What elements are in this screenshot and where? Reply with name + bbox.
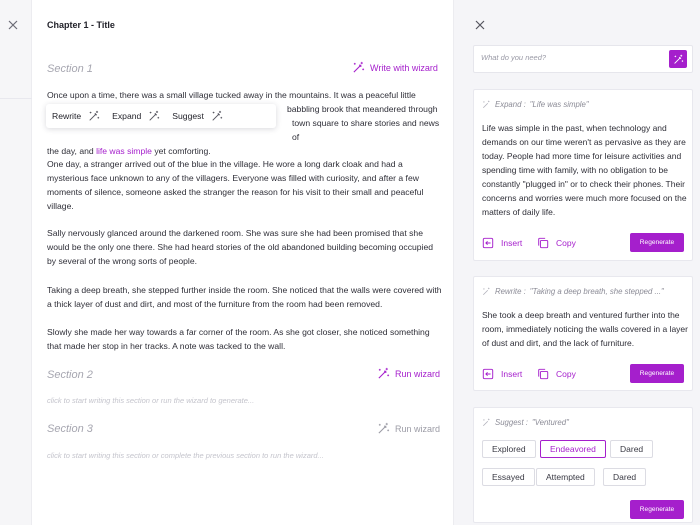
suggestion-chip[interactable]: Dared xyxy=(610,440,653,458)
suggestion-chip[interactable]: Essayed xyxy=(482,468,535,486)
run-wizard-button-disabled[interactable] xyxy=(377,422,440,435)
left-sidebar-strip xyxy=(0,0,32,525)
run-wizard-label: Run wizard xyxy=(395,368,441,379)
card-kind: Suggest : xyxy=(495,418,528,427)
paragraph-2[interactable]: One day, a stranger arrived out of the blue in the village. He wore a long dark cloak and had a mysterious face unknown to any of the villagers. Everyone was filled with curiosity, and after a few moments of silence, someone asked the stranger the reason for his visit to their small and peaceful village. xyxy=(47,159,424,211)
magic-wand-icon xyxy=(377,367,390,380)
section-2-title: Section 2 xyxy=(47,369,93,381)
copy-icon xyxy=(537,237,549,249)
copy-label: Copy xyxy=(556,369,576,379)
paragraph-1-line-3: town square to share stories and news of xyxy=(292,118,440,142)
magic-wand-icon xyxy=(482,418,491,427)
chapter-title: Chapter 1 - Title xyxy=(47,20,115,30)
insert-icon xyxy=(482,368,494,380)
suggestion-chip[interactable]: Attempted xyxy=(536,468,595,486)
paragraph-5[interactable]: Slowly she made her way towards a far corner of the room. As she got closer, she noticed something that made her stop in her tracks. A note was tacked to the wall. xyxy=(47,327,430,351)
card-header xyxy=(482,418,569,427)
expand-result-card xyxy=(473,89,693,261)
write-with-wizard-label: Write with wizard xyxy=(370,62,438,73)
section-1-title: Section 1 xyxy=(47,63,93,75)
regenerate-button[interactable]: Regenerate xyxy=(630,364,684,383)
magic-wand-icon xyxy=(482,100,491,109)
rewrite-label: Rewrite xyxy=(52,111,82,121)
suggest-result-card xyxy=(473,407,693,523)
card-result-text: Life was simple in the past, when technology and demands on our time weren't as pervasive as they are today. People had more time for leisure activities and spending time with family, with no obligation to be constantly "plugged in" or to check their phones. Their concerns and worries were much more focused on the matters of daily life. xyxy=(482,123,687,217)
card-quote: "Taking a deep breath, she stepped ..." xyxy=(529,287,664,296)
section-3-title: Section 3 xyxy=(47,423,93,435)
magic-wand-icon xyxy=(352,61,365,74)
copy-label: Copy xyxy=(556,238,576,248)
suggest-label: Suggest xyxy=(172,111,204,121)
section-3-placeholder[interactable]: click to start writing this section or complete the previous section to run the wizard... xyxy=(47,451,324,460)
suggestion-chip-selected[interactable]: Endeavored xyxy=(540,440,606,458)
regenerate-button[interactable]: Regenerate xyxy=(630,500,684,519)
paragraph-1-line-2: babbling brook that meandered through xyxy=(287,104,438,114)
magic-wand-icon xyxy=(88,110,100,122)
card-quote: "Life was simple" xyxy=(529,100,589,109)
suggestion-chip[interactable]: Explored xyxy=(482,440,536,458)
suggest-button[interactable] xyxy=(172,110,223,122)
editor-pane xyxy=(32,0,454,525)
insert-label: Insert xyxy=(501,238,523,248)
close-icon[interactable] xyxy=(473,18,487,32)
magic-wand-icon xyxy=(211,110,223,122)
paragraph-1-text-end: yet comforting. xyxy=(151,146,211,156)
copy-button[interactable] xyxy=(537,368,576,380)
insert-icon xyxy=(482,237,494,249)
ask-submit-button[interactable] xyxy=(669,50,687,68)
paragraph-1-line-4 xyxy=(47,144,442,158)
card-kind: Expand : xyxy=(495,100,526,109)
copy-button[interactable] xyxy=(537,237,576,249)
magic-wand-icon xyxy=(482,287,491,296)
selected-text-highlight[interactable]: life was simple xyxy=(96,146,152,156)
magic-wand-icon xyxy=(673,54,684,65)
run-wizard-button[interactable] xyxy=(377,367,440,380)
magic-wand-icon xyxy=(377,422,390,435)
suggestion-chip[interactable]: Dared xyxy=(603,468,646,486)
card-kind: Rewrite : xyxy=(495,287,526,296)
run-wizard-label: Run wizard xyxy=(395,423,441,434)
insert-button[interactable] xyxy=(482,237,522,249)
expand-label: Expand xyxy=(112,111,142,121)
insert-label: Insert xyxy=(501,369,523,379)
card-result-text: She took a deep breath and ventured further into the room, immediately noticing the walls covered in a layer of dust and dirt, and the lack of furniture. xyxy=(482,310,688,348)
copy-icon xyxy=(537,368,549,380)
write-with-wizard-button[interactable] xyxy=(352,61,438,74)
paragraph-4[interactable]: Taking a deep breath, she stepped further inside the room. She noticed that the walls were covered with a thick layer of dust and dirt, and most of the furniture from the room had been removed. xyxy=(47,285,442,309)
rewrite-result-card xyxy=(473,276,693,391)
ask-input[interactable] xyxy=(481,53,651,62)
section-2-placeholder[interactable]: click to start writing this section or run the wizard to generate... xyxy=(47,396,255,405)
divider xyxy=(0,98,32,99)
insert-button[interactable] xyxy=(482,368,522,380)
card-header xyxy=(482,287,664,296)
expand-button[interactable] xyxy=(112,110,160,122)
card-header xyxy=(482,100,589,109)
ask-wizard-box xyxy=(473,45,693,73)
paragraph-1-line-1: Once upon a time, there was a small village tucked away in the mountains. It was a peaceful little xyxy=(47,90,416,100)
regenerate-button[interactable]: Regenerate xyxy=(630,233,684,252)
close-icon[interactable] xyxy=(6,18,20,32)
rewrite-button[interactable] xyxy=(52,110,100,122)
paragraph-3[interactable]: Sally nervously glanced around the darkened room. She was sure she had been promised that she would be the only one there. She had heard stories of the old abandoned building becoming occupied by several of the wrong sorts of people. xyxy=(47,228,434,266)
selection-toolbar xyxy=(46,104,276,128)
wizard-panel xyxy=(454,0,700,525)
card-quote: "Ventured" xyxy=(531,418,569,427)
paragraph-1-text: the day, and xyxy=(47,146,97,156)
magic-wand-icon xyxy=(148,110,160,122)
